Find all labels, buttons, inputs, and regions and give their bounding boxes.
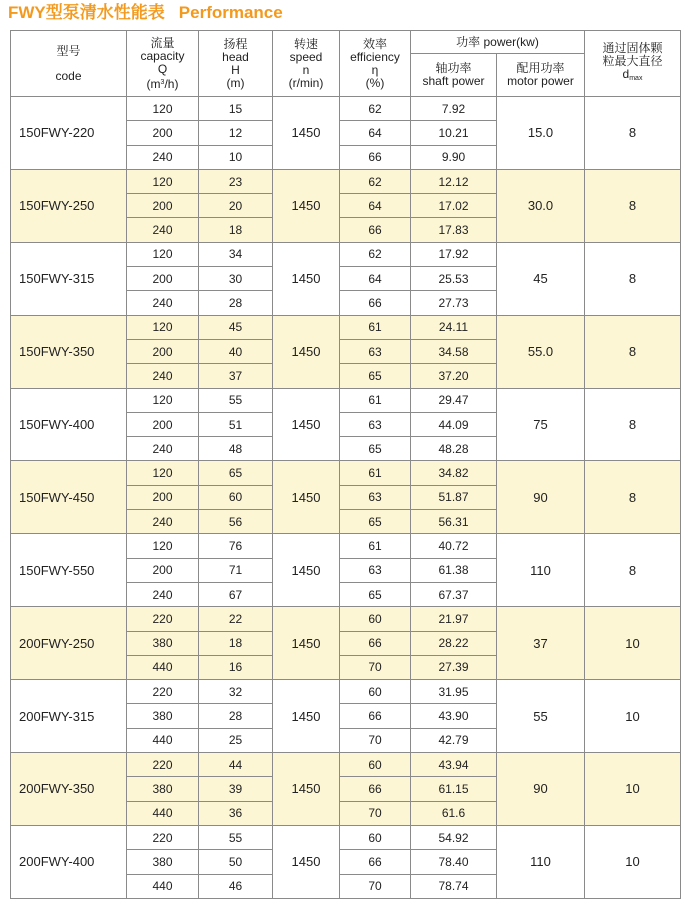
speed-cell: 1450 xyxy=(273,97,340,170)
head-cell: 45 xyxy=(199,315,273,339)
shaft-power-cell: 28.22 xyxy=(411,631,497,655)
head-cell: 25 xyxy=(199,728,273,752)
head-cell: 46 xyxy=(199,874,273,898)
speed-cell: 1450 xyxy=(273,388,340,461)
capacity-cell: 200 xyxy=(127,412,199,436)
capacity-cell: 200 xyxy=(127,558,199,582)
efficiency-cell: 66 xyxy=(340,631,411,655)
dmax-cell: 10 xyxy=(585,680,681,753)
efficiency-cell: 65 xyxy=(340,364,411,388)
shaft-power-cell: 27.73 xyxy=(411,291,497,315)
model-code: 200FWY-400 xyxy=(11,825,127,898)
shaft-power-cell: 67.37 xyxy=(411,582,497,606)
shaft-power-cell: 40.72 xyxy=(411,534,497,558)
head-cell: 37 xyxy=(199,364,273,388)
capacity-cell: 200 xyxy=(127,267,199,291)
efficiency-cell: 64 xyxy=(340,194,411,218)
performance-table xyxy=(10,30,681,899)
efficiency-cell: 66 xyxy=(340,291,411,315)
shaft-power-cell: 10.21 xyxy=(411,121,497,145)
capacity-cell: 220 xyxy=(127,753,199,777)
head-cell: 34 xyxy=(199,242,273,266)
dmax-cell: 8 xyxy=(585,242,681,315)
header-motor-power: 配用功率 motor power xyxy=(497,54,585,97)
capacity-cell: 220 xyxy=(127,607,199,631)
model-code: 150FWY-450 xyxy=(11,461,127,534)
header-dmax: 通过固体颗 粒最大直径 $d_{max}$ xyxy=(585,31,681,97)
efficiency-cell: 63 xyxy=(340,485,411,509)
head-cell: 32 xyxy=(199,680,273,704)
model-code: 150FWY-220 xyxy=(11,97,127,170)
efficiency-cell: 60 xyxy=(340,607,411,631)
motor-power-cell: 45 xyxy=(497,242,585,315)
efficiency-cell: 63 xyxy=(340,412,411,436)
capacity-cell: 120 xyxy=(127,169,199,193)
shaft-power-cell: 17.92 xyxy=(411,242,497,266)
header-model: 型号 code xyxy=(11,31,127,97)
capacity-cell: 440 xyxy=(127,874,199,898)
capacity-cell: 120 xyxy=(127,242,199,266)
shaft-power-cell: 42.79 xyxy=(411,728,497,752)
capacity-cell: 240 xyxy=(127,291,199,315)
efficiency-cell: 62 xyxy=(340,242,411,266)
speed-cell: 1450 xyxy=(273,753,340,826)
speed-cell: 1450 xyxy=(273,461,340,534)
dmax-cell: 8 xyxy=(585,534,681,607)
table-row xyxy=(11,97,681,121)
head-cell: 44 xyxy=(199,753,273,777)
head-cell: 16 xyxy=(199,655,273,679)
shaft-power-cell: 78.74 xyxy=(411,874,497,898)
capacity-cell: 200 xyxy=(127,485,199,509)
dmax-cell: 8 xyxy=(585,388,681,461)
motor-power-cell: 75 xyxy=(497,388,585,461)
efficiency-cell: 63 xyxy=(340,558,411,582)
table-row xyxy=(11,680,681,704)
model-code: 150FWY-350 xyxy=(11,315,127,388)
head-cell: 15 xyxy=(199,97,273,121)
motor-power-cell: 55 xyxy=(497,680,585,753)
capacity-cell: 440 xyxy=(127,801,199,825)
efficiency-cell: 65 xyxy=(340,437,411,461)
head-cell: 67 xyxy=(199,582,273,606)
head-cell: 28 xyxy=(199,291,273,315)
efficiency-cell: 70 xyxy=(340,801,411,825)
capacity-cell: 200 xyxy=(127,339,199,363)
shaft-power-cell: 27.39 xyxy=(411,655,497,679)
head-cell: 55 xyxy=(199,825,273,849)
head-cell: 40 xyxy=(199,339,273,363)
table-row xyxy=(11,169,681,193)
model-code: 150FWY-400 xyxy=(11,388,127,461)
motor-power-cell: 37 xyxy=(497,607,585,680)
header-efficiency: 效率 efficiency η (%) xyxy=(340,31,411,97)
speed-cell: 1450 xyxy=(273,680,340,753)
head-cell: 60 xyxy=(199,485,273,509)
head-cell: 28 xyxy=(199,704,273,728)
head-cell: 39 xyxy=(199,777,273,801)
capacity-cell: 440 xyxy=(127,728,199,752)
head-cell: 18 xyxy=(199,218,273,242)
shaft-power-cell: 17.83 xyxy=(411,218,497,242)
shaft-power-cell: 34.82 xyxy=(411,461,497,485)
table-row xyxy=(11,534,681,558)
shaft-power-cell: 51.87 xyxy=(411,485,497,509)
shaft-power-cell: 43.90 xyxy=(411,704,497,728)
capacity-cell: 240 xyxy=(127,364,199,388)
efficiency-cell: 70 xyxy=(340,655,411,679)
efficiency-cell: 70 xyxy=(340,728,411,752)
motor-power-cell: 15.0 xyxy=(497,97,585,170)
head-cell: 50 xyxy=(199,850,273,874)
speed-cell: 1450 xyxy=(273,315,340,388)
header-power: 功率 power(kw) xyxy=(411,31,585,54)
head-cell: 65 xyxy=(199,461,273,485)
table-row xyxy=(11,753,681,777)
motor-power-cell: 110 xyxy=(497,825,585,898)
capacity-cell: 220 xyxy=(127,825,199,849)
motor-power-cell: 55.0 xyxy=(497,315,585,388)
efficiency-cell: 65 xyxy=(340,582,411,606)
model-code: 200FWY-350 xyxy=(11,753,127,826)
capacity-cell: 240 xyxy=(127,218,199,242)
model-code: 150FWY-250 xyxy=(11,169,127,242)
head-cell: 56 xyxy=(199,510,273,534)
capacity-cell: 380 xyxy=(127,777,199,801)
page-title xyxy=(8,2,283,24)
dmax-cell: 10 xyxy=(585,753,681,826)
dmax-cell: 8 xyxy=(585,97,681,170)
head-cell: 12 xyxy=(199,121,273,145)
efficiency-cell: 64 xyxy=(340,121,411,145)
efficiency-cell: 60 xyxy=(340,680,411,704)
shaft-power-cell: 31.95 xyxy=(411,680,497,704)
shaft-power-cell: 9.90 xyxy=(411,145,497,169)
speed-cell: 1450 xyxy=(273,242,340,315)
shaft-power-cell: 29.47 xyxy=(411,388,497,412)
table-row xyxy=(11,461,681,485)
head-cell: 48 xyxy=(199,437,273,461)
efficiency-cell: 60 xyxy=(340,753,411,777)
shaft-power-cell: 34.58 xyxy=(411,339,497,363)
efficiency-cell: 63 xyxy=(340,339,411,363)
speed-cell: 1450 xyxy=(273,534,340,607)
efficiency-cell: 62 xyxy=(340,97,411,121)
table-row xyxy=(11,607,681,631)
shaft-power-cell: 21.97 xyxy=(411,607,497,631)
motor-power-cell: 30.0 xyxy=(497,169,585,242)
table-row xyxy=(11,242,681,266)
shaft-power-cell: 61.15 xyxy=(411,777,497,801)
capacity-cell: 120 xyxy=(127,388,199,412)
efficiency-cell: 61 xyxy=(340,534,411,558)
efficiency-cell: 66 xyxy=(340,218,411,242)
model-code: 200FWY-315 xyxy=(11,680,127,753)
efficiency-cell: 60 xyxy=(340,825,411,849)
model-code: 150FWY-550 xyxy=(11,534,127,607)
table-body xyxy=(11,97,681,899)
capacity-cell: 380 xyxy=(127,704,199,728)
shaft-power-cell: 61.6 xyxy=(411,801,497,825)
head-cell: 51 xyxy=(199,412,273,436)
efficiency-cell: 66 xyxy=(340,777,411,801)
head-cell: 71 xyxy=(199,558,273,582)
capacity-cell: 240 xyxy=(127,510,199,534)
head-cell: 10 xyxy=(199,145,273,169)
shaft-power-cell: 24.11 xyxy=(411,315,497,339)
shaft-power-cell: 61.38 xyxy=(411,558,497,582)
model-code: 200FWY-250 xyxy=(11,607,127,680)
header-capacity: 流量 capacity Q $(m^3/h)$ xyxy=(127,31,199,97)
capacity-cell: 220 xyxy=(127,680,199,704)
motor-power-cell: 90 xyxy=(497,461,585,534)
shaft-power-cell: 17.02 xyxy=(411,194,497,218)
motor-power-cell: 90 xyxy=(497,753,585,826)
dmax-cell: 10 xyxy=(585,825,681,898)
table-row xyxy=(11,388,681,412)
speed-cell: 1450 xyxy=(273,607,340,680)
shaft-power-cell: 7.92 xyxy=(411,97,497,121)
efficiency-cell: 66 xyxy=(340,145,411,169)
efficiency-cell: 61 xyxy=(340,315,411,339)
head-cell: 76 xyxy=(199,534,273,558)
capacity-cell: 120 xyxy=(127,97,199,121)
head-cell: 22 xyxy=(199,607,273,631)
table-row xyxy=(11,825,681,849)
head-cell: 20 xyxy=(199,194,273,218)
shaft-power-cell: 37.20 xyxy=(411,364,497,388)
efficiency-cell: 66 xyxy=(340,704,411,728)
capacity-cell: 200 xyxy=(127,194,199,218)
capacity-cell: 380 xyxy=(127,631,199,655)
head-cell: 30 xyxy=(199,267,273,291)
capacity-cell: 240 xyxy=(127,437,199,461)
dmax-cell: 8 xyxy=(585,461,681,534)
shaft-power-cell: 12.12 xyxy=(411,169,497,193)
capacity-cell: 120 xyxy=(127,315,199,339)
capacity-cell: 240 xyxy=(127,582,199,606)
table-row xyxy=(11,315,681,339)
title-cn: FWY型泵清水性能表 xyxy=(8,3,165,22)
speed-cell: 1450 xyxy=(273,825,340,898)
dmax-cell: 8 xyxy=(585,169,681,242)
head-cell: 36 xyxy=(199,801,273,825)
efficiency-cell: 62 xyxy=(340,169,411,193)
head-cell: 23 xyxy=(199,169,273,193)
efficiency-cell: 61 xyxy=(340,388,411,412)
shaft-power-cell: 78.40 xyxy=(411,850,497,874)
header-speed: 转速 speed n (r/min) xyxy=(273,31,340,97)
shaft-power-cell: 56.31 xyxy=(411,510,497,534)
capacity-cell: 240 xyxy=(127,145,199,169)
motor-power-cell: 110 xyxy=(497,534,585,607)
efficiency-cell: 70 xyxy=(340,874,411,898)
capacity-cell: 200 xyxy=(127,121,199,145)
shaft-power-cell: 54.92 xyxy=(411,825,497,849)
efficiency-cell: 66 xyxy=(340,850,411,874)
model-code: 150FWY-315 xyxy=(11,242,127,315)
shaft-power-cell: 43.94 xyxy=(411,753,497,777)
head-cell: 55 xyxy=(199,388,273,412)
capacity-cell: 120 xyxy=(127,461,199,485)
speed-cell: 1450 xyxy=(273,169,340,242)
capacity-cell: 380 xyxy=(127,850,199,874)
capacity-cell: 120 xyxy=(127,534,199,558)
shaft-power-cell: 25.53 xyxy=(411,267,497,291)
header-head: 扬程 head H (m) xyxy=(199,31,273,97)
header-shaft-power: 轴功率 shaft power xyxy=(411,54,497,97)
capacity-cell: 440 xyxy=(127,655,199,679)
head-cell: 18 xyxy=(199,631,273,655)
dmax-cell: 8 xyxy=(585,315,681,388)
dmax-cell: 10 xyxy=(585,607,681,680)
efficiency-cell: 64 xyxy=(340,267,411,291)
shaft-power-cell: 44.09 xyxy=(411,412,497,436)
efficiency-cell: 65 xyxy=(340,510,411,534)
efficiency-cell: 61 xyxy=(340,461,411,485)
shaft-power-cell: 48.28 xyxy=(411,437,497,461)
title-en: Performance xyxy=(178,3,283,22)
